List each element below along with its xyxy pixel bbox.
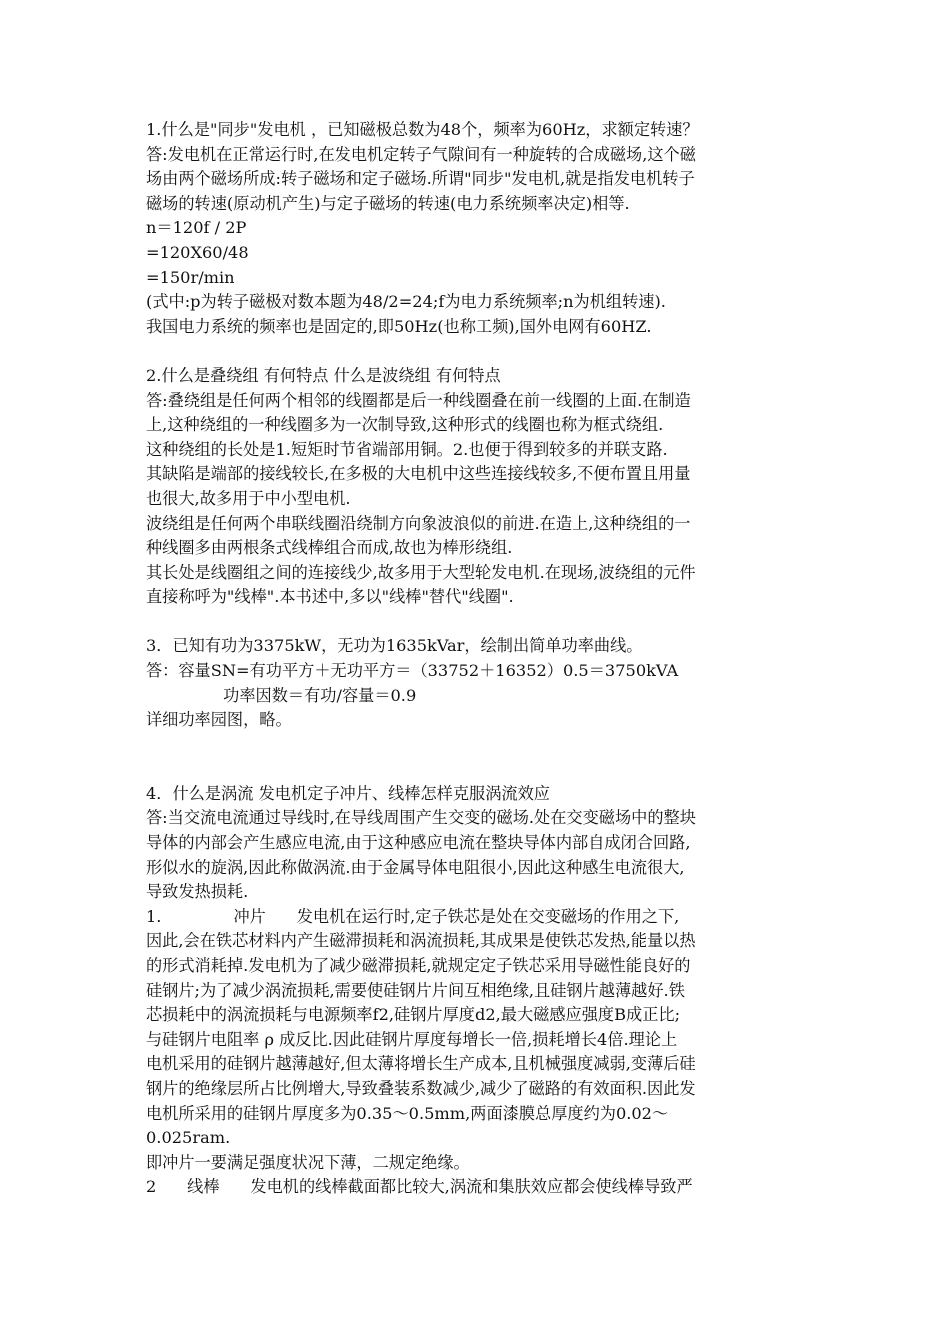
q1-formula-line: =120X60/48 [146,242,249,262]
q4-line: 0.025ram. [146,1128,231,1148]
q4-line: 1. 冲片 发电机在运行时,定子铁芯是处在交变磁场的作用之下, [146,906,680,926]
q4-title: 4．什么是涡流 发电机定子冲片、线棒怎样克服涡流效应 [146,783,550,803]
q2-line: 其缺陷是端部的接线较长,在多极的大电机中这些连接线较多,不便布置且用量 [146,464,691,484]
q1-note-line: 我国电力系统的频率也是固定的,即50Hz(也称工频),国外电网有60HZ. [146,316,652,336]
q3-line: 详细功率园图，略。 [146,710,292,730]
q2-line: 其长处是线圈组之间的连接线少,故多用于大型轮发电机.在现场,波绕组的元件 [146,562,696,582]
q4-line: 的形式消耗掉.发电机为了减少磁滞损耗,就规定定子铁芯采用导磁性能良好的 [146,956,691,975]
q1-note-line: (式中:p为转子磁极对数本题为48/2=24;f为电力系统频率;n为机组转速). [146,292,666,312]
q2-line: 直接称呼为"线棒".本书述中,多以"线棒"替代"线圈". [146,587,514,607]
q1-answer-line: 答:发电机在正常运行时,在发电机定转子气隙间有一种旋转的合成磁场,这个磁 [146,144,696,164]
spacer [146,610,818,635]
q4-line: 形似水的旋涡,因此称做涡流.由于金属导体电阻很小,因此这种感生电流很大, [146,857,685,877]
q4-line: 因此,会在铁芯材料内产生磁滞损耗和涡流损耗,其成果是使铁芯发热,能量以热 [146,931,696,951]
q1-answer-line: 场由两个磁场所成:转子磁场和定子磁场.所谓"同步"发电机,就是指发电机转子 [146,169,695,189]
q4-line: 硅钢片;为了减少涡流损耗,需要使硅钢片片间互相绝缘,且硅钢片越薄越好.铁 [146,980,685,1000]
q2-line: 答:叠绕组是任何两个相邻的线圈都是后一种线圈叠在前一线圈的上面.在制造 [146,390,691,410]
q2-line: 这种绕组的长处是1.短矩时节省端部用铜。2.也便于得到较多的并联支路. [146,439,668,459]
spacer [146,733,818,782]
q1-answer-line: 磁场的转速(原动机产生)与定子磁场的转速(电力系统频率决定)相等. [146,193,630,213]
q2-line: 也很大,故多用于中小型电机. [146,488,351,508]
q4-line: 电机所采用的硅钢片厚度多为0.35～0.5mm,两面漆膜总厚度约为0.02～ [146,1103,669,1123]
q4-line: 导致发热损耗. [146,882,249,902]
q2-title: 2.什么是叠绕组 有何特点 什么是波绕组 有何特点 [146,365,501,385]
q4-line: 答:当交流电流通过导线时,在导线周围产生交变的磁场.处在交变磁场中的整块 [146,808,696,828]
q1-title: 1.什么是"同步"发电机 ，已知磁极总数为48个，频率为60Hz，求额定转速？ [146,120,699,139]
q4-line: 2 线棒 发电机的线棒截面都比较大,涡流和集肤效应都会使线棒导致严 [146,1177,693,1197]
spacer [146,339,818,364]
q4-line: 与硅钢片电阻率 ρ 成反比.因此硅钢片厚度每增长一倍,损耗增长4倍.理论上 [146,1029,678,1049]
q4-line: 钢片的绝缘层所占比例增大,导致叠装系数减少,减少了磁路的有效面积.因此发 [146,1078,696,1098]
q4-line: 芯损耗中的涡流损耗与电源频率f2,硅钢片厚度d2,最大磁感应强度B成正比; [146,1005,681,1025]
q2-line: 种线圈多由两根条式线棒组合而成,故也为棒形绕组. [146,538,513,558]
q3-title: 3．已知有功为3375kW，无功为1635kVar，绘制出简单功率曲线。 [146,636,643,656]
q2-line: 上,这种绕组的一种线圈多为一次制导致,这种形式的线圈也称为框式绕组. [146,415,664,435]
q4-line: 导体的内部会产生感应电流,由于这种感应电流在整块导体内部自成闭合回路, [146,833,691,853]
q4-line: 电机采用的硅钢片越薄越好,但太薄将增长生产成本,且机械强度减弱,变薄后硅 [146,1054,696,1074]
q1-formula-line: =150r/min [146,267,235,287]
q1-formula-line: n＝120f / 2P [146,218,247,238]
q2-line: 波绕组是任何两个串联线圈沿绕制方向象波浪似的前进.在造上,这种绕组的一 [146,513,691,533]
q3-line: 功率因数＝有功/容量＝0.9 [146,685,417,705]
document-body [146,118,818,1200]
q4-line: 即冲片一要满足强度状况下薄，二规定绝缘。 [146,1152,470,1172]
q3-line: 答：容量SN=有功平方＋无功平方＝（33752＋16352）0.5＝3750kVA [146,661,679,681]
